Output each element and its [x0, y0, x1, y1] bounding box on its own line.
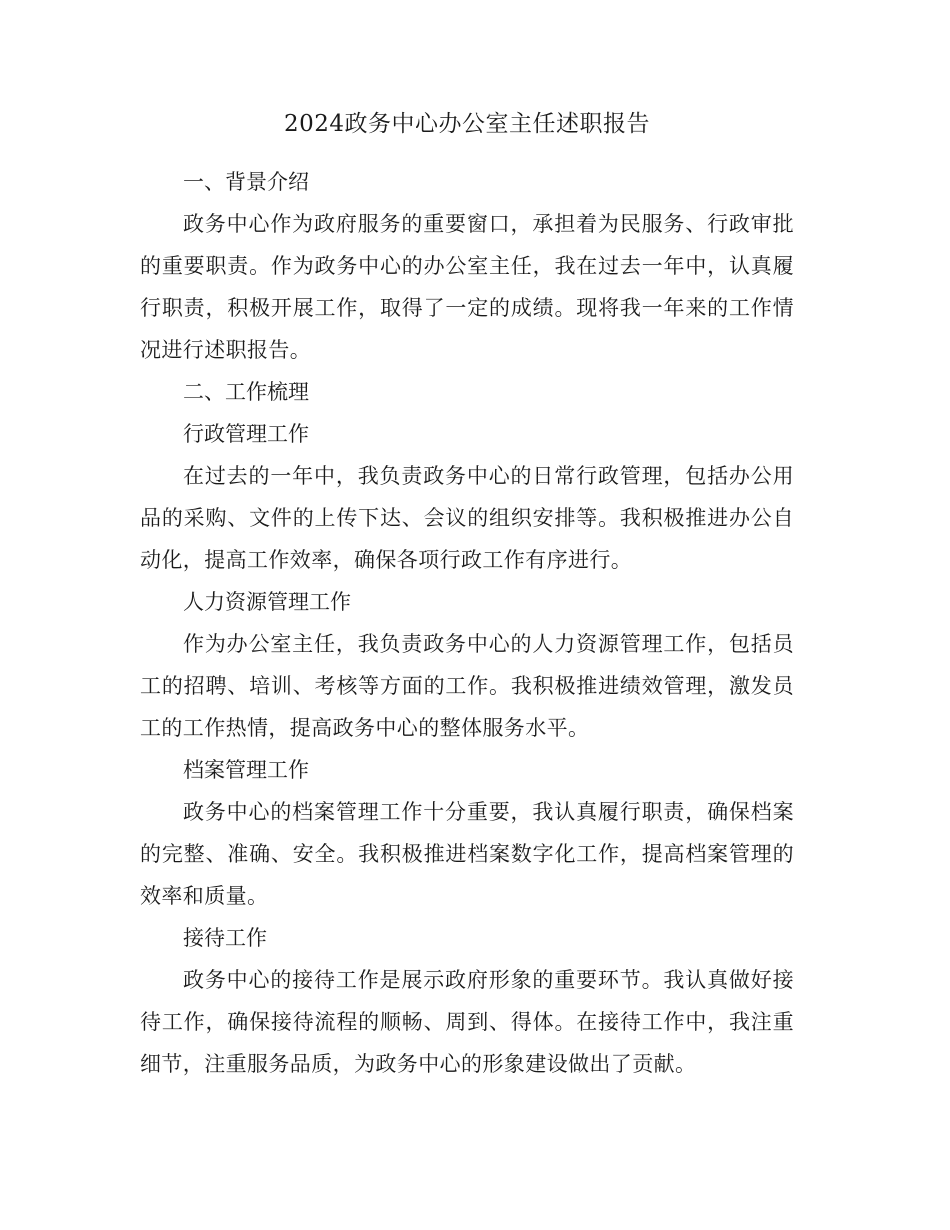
section-heading-background: 一、背景介绍 [183, 170, 309, 194]
subheading-admin-management: 行政管理工作 [183, 422, 309, 446]
section-heading-work-review: 二、工作梳理 [183, 380, 309, 404]
paragraph-background: 政务中心作为政府服务的重要窗口，承担着为民服务、行政审批的重要职责。作为政务中心的办公室主任，我在过去一年中，认真履行职责，积极开展工作，取得了一定的成绩。现将我一年来的工作情况进行述职报告。 [140, 212, 794, 362]
paragraph-archive-management: 政务中心的档案管理工作十分重要，我认真履行职责，确保档案的完整、准确、安全。我积极推进档案数字化工作，提高档案管理的效率和质量。 [140, 800, 794, 908]
subheading-archive-management: 档案管理工作 [183, 758, 309, 782]
document-title: 2024政务中心办公室主任述职报告 [283, 111, 651, 137]
paragraph-reception: 政务中心的接待工作是展示政府形象的重要环节。我认真做好接待工作，确保接待流程的顺畅、周到、得体。在接待工作中，我注重细节，注重服务品质，为政务中心的形象建设做出了贡献。 [140, 968, 794, 1076]
paragraph-hr-management: 作为办公室主任，我负责政务中心的人力资源管理工作，包括员工的招聘、培训、考核等方面的工作。我积极推进绩效管理，激发员工的工作热情，提高政务中心的整体服务水平。 [140, 632, 794, 740]
paragraph-admin-management: 在过去的一年中，我负责政务中心的日常行政管理，包括办公用品的采购、文件的上传下达、会议的组织安排等。我积极推进办公自动化，提高工作效率，确保各项行政工作有序进行。 [140, 464, 794, 572]
document-body [140, 104, 794, 1085]
subheading-reception: 接待工作 [183, 926, 267, 950]
subheading-hr-management: 人力资源管理工作 [183, 590, 351, 614]
